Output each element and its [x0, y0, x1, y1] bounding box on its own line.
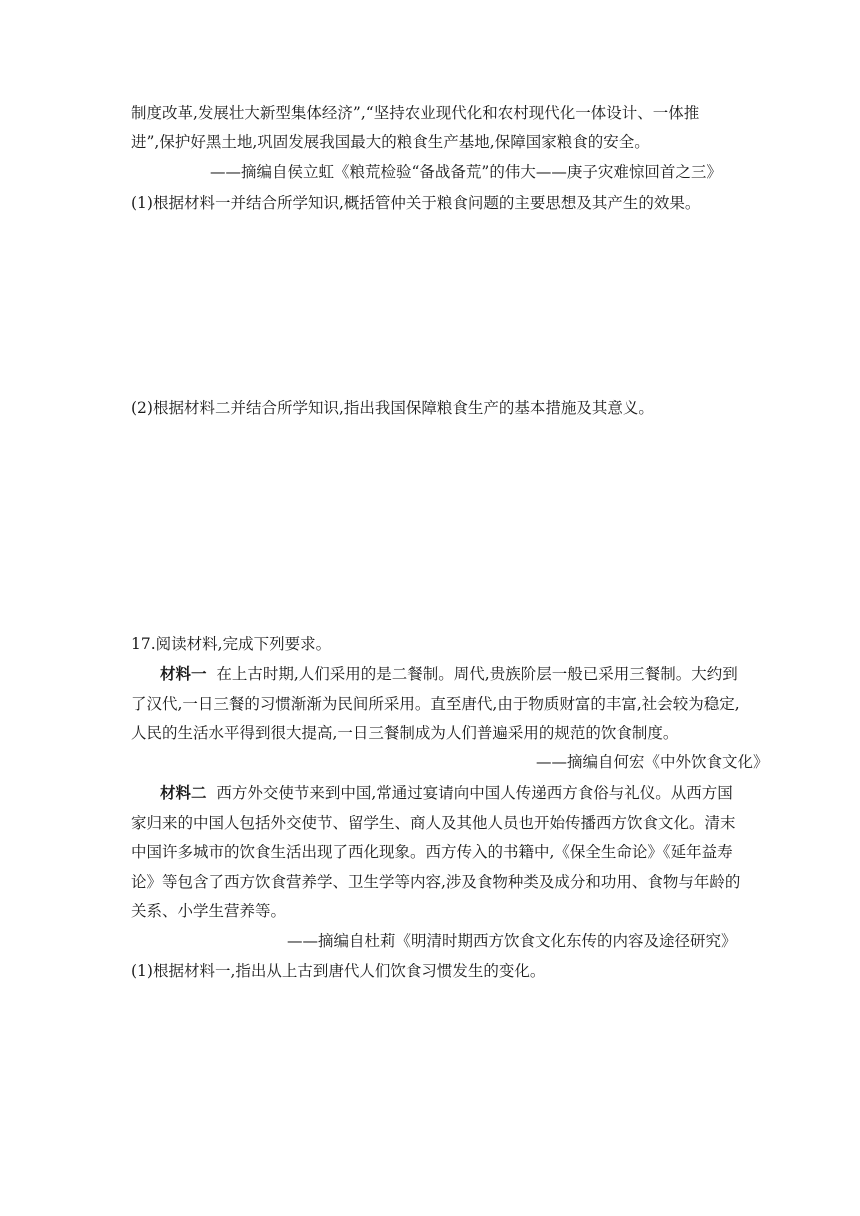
material-text-line: 关系、小学生营养等。: [131, 902, 287, 920]
material-text-line: 论》等包含了西方饮食营养学、卫生学等内容,涉及食物种类及成分和功用、食物与年龄的: [131, 873, 741, 891]
material-text: 在上古时期,人们采用的是二餐制。周代,贵族阶层一般已采用三餐制。大约到: [216, 665, 738, 683]
material-2-label: 材料二: [160, 784, 207, 802]
question-title: 17.阅读材料,完成下列要求。: [131, 635, 332, 653]
material-text-line: 人民的生活水平得到很大提高,一日三餐制成为人们普遍采用的规范的饮食制度。: [131, 724, 679, 742]
material-text-line: 中国许多城市的饮食生活出现了西化现象。西方传入的书籍中,《保全生命论》《延年益寿: [131, 843, 733, 861]
material-source: ——摘编自杜莉《明清时期西方饮食文化东传的内容及途径研究》: [287, 932, 737, 950]
material-text: 西方外交使节来到中国,常通过宴请向中国人传递西方食俗与礼仪。从西方国: [216, 784, 733, 802]
sub-question-1: (1)根据材料一并结合所学知识,概括管仲关于粮食问题的主要思想及其产生的效果。: [131, 194, 701, 212]
material-2-first-line: [160, 783, 733, 803]
material-source: ——摘编自侯立虹《粮荒检验“备战备荒”的伟大——庚子灾难惊回首之三》: [210, 163, 722, 181]
material-text-line: 制度改革,发展壮大新型集体经济”,“坚持农业现代化和农村现代化一体设计、一体推: [131, 104, 700, 122]
material-text-line: 家归来的中国人包括外交使节、留学生、商人及其他人员也开始传播西方饮食文化。清末: [131, 814, 736, 832]
sub-question-2: (2)根据材料二并结合所学知识,指出我国保障粮食生产的基本措施及其意义。: [131, 399, 654, 417]
material-1-label: 材料一: [160, 665, 207, 683]
sub-question-1: (1)根据材料一,指出从上古到唐代人们饮食习惯发生的变化。: [131, 962, 546, 980]
material-text-line: 了汉代,一日三餐的习惯渐渐为民间所采用。直至唐代,由于物质财富的丰富,社会较为稳定,: [131, 695, 740, 713]
material-text-line: 进”,保护好黑土地,巩固发展我国最大的粮食生产基地,保障国家粮食的安全。: [131, 133, 650, 151]
material-1-first-line: [160, 664, 738, 684]
material-source: ——摘编自何宏《中外饮食文化》: [536, 753, 769, 771]
